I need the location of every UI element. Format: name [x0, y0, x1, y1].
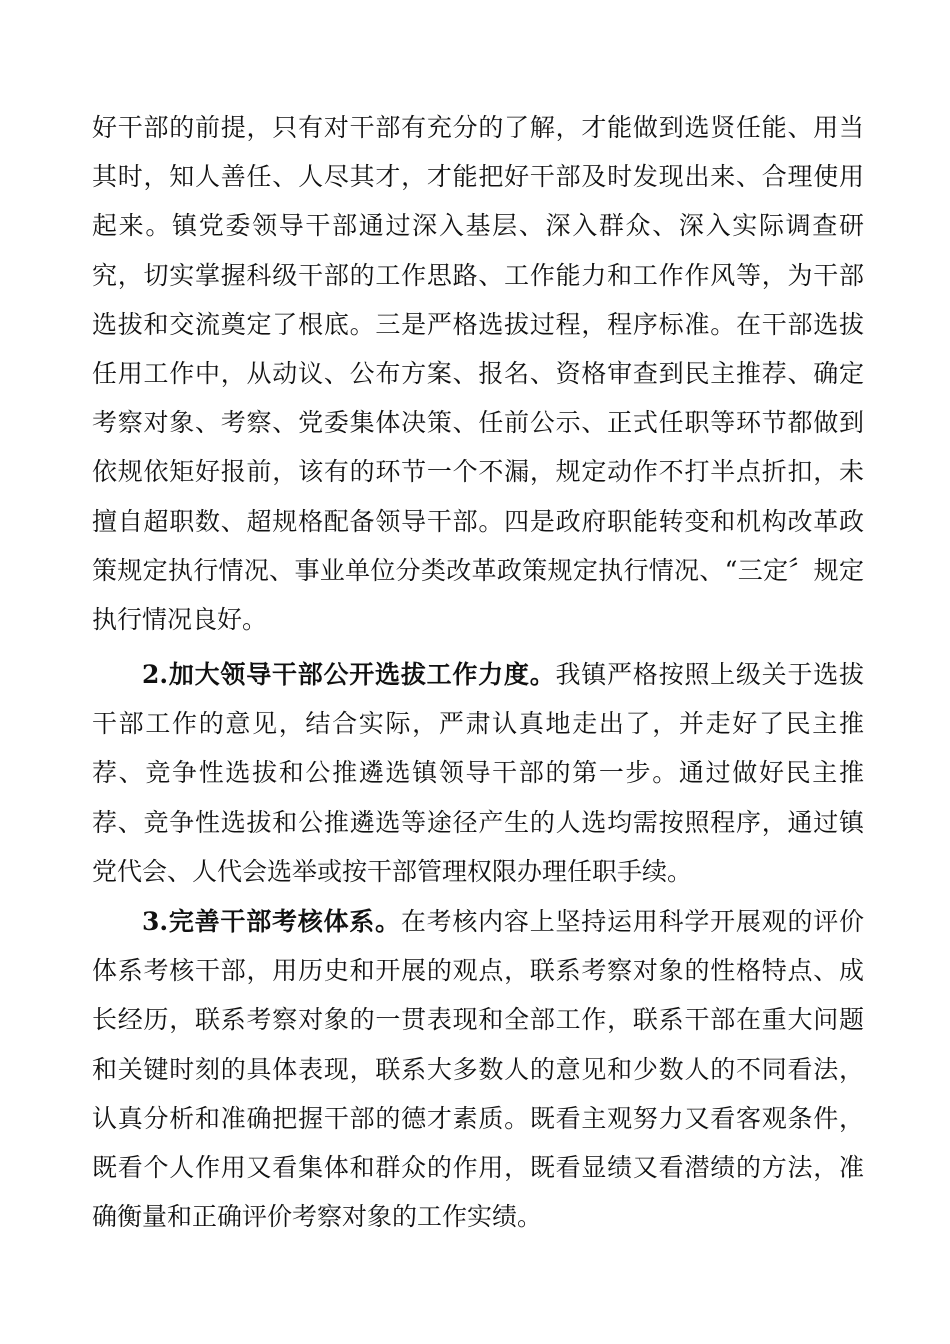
paragraph-text: 在考核内容上坚持运用科学开展观的评价体系考核干部，用历史和开展的观点，联系考察对象的性格特点、成长经历，联系考察对象的一贯表现和全部工作，联系干部在重大问题和关键时刻的具体表现，联系大多数人的意见和少数人的不同看法，认真分析和准确把握干部的德才素质。既看主观努力又看客观条件，既看个人作用又看集体和群众的作用，既看显绩又看潜绩的方法，准确衡量和正确评价考察对象的工作实绩。	[92, 907, 864, 1232]
paragraph-text: 我镇严格按照上级关于选拔干部工作的意见，结合实际，严肃认真地走出了，并走好了民主推荐、竞争性选拔和公推遴选镇领导干部的第一步。通过做好民主推荐、竞争性选拔和公推遴选等途径产生的人选均需按照程序，通过镇党代会、人代会选举或按干部管理权限办理任职手续。	[92, 660, 864, 886]
paragraph-text: 好干部的前提，只有对干部有充分的了解，才能做到选贤任能、用当其时，知人善任、人尽其才，才能把好干部及时发现出来、合理使用起来。镇党委领导干部通过深入基层、深入群众、深入实际调查研究，切实掌握科级干部的工作思路、工作能力和工作作风等，为干部选拔和交流奠定了根底。三是严格选拔过程，程序标准。在干部选拔任用工作中，从动议、公布方案、报名、资格审查到民主推荐、确定考察对象、考察、党委集体决策、任前公示、正式任职等环节都做到依规依矩好报前，该有的环节一个不漏，规定动作不打半点折扣，未擅自超职数、超规格配备领导干部。四是政府职能转变和机构改革政策规定执行情况、事业单位分类改革政策规定执行情况、“三定〞规定执行情况良好。	[92, 113, 864, 635]
section-heading: 3.完善干部考核体系。	[142, 907, 401, 936]
section-3	[92, 897, 864, 1241]
section-2	[92, 650, 864, 896]
body-text	[92, 103, 864, 644]
paragraph-section-3	[92, 897, 864, 1241]
paragraph-continuation	[92, 103, 864, 644]
section-heading: 2.加大领导干部公开选拔工作力度。	[142, 660, 556, 689]
paragraph-section-2	[92, 650, 864, 896]
